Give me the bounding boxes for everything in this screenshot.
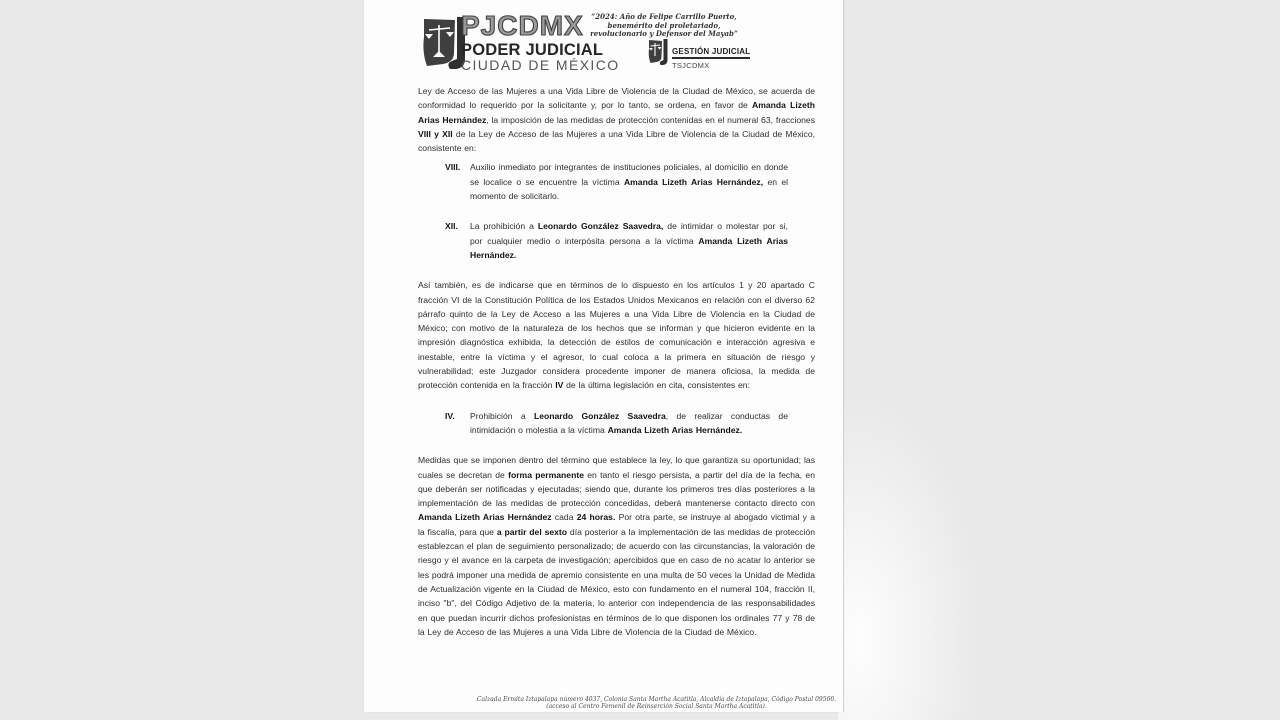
text-segment: de la Ley de Acceso de las Mujeres a una Vida Libre de Violencia de la Ciudad de México, consistente en: bbox=[418, 128, 815, 154]
gestion-judicial-title: GESTIÓN JUDICIAL bbox=[672, 47, 750, 59]
gestion-judicial-block bbox=[648, 38, 750, 71]
text-segment: Medidas que se imponen dentro del término que establece la ley, lo que garantiza su oportunidad; las cuales se decretan de bbox=[418, 455, 815, 480]
text-segment: día posterior a la implementación de las medidas de protección establezcan el plan de seguimiento personalizado; de acuerdo con las circunstancias, la valoración de riesgo y el avance en la carpeta de investigación; apercibidos que en caso de no acatar lo anterior se les podrá imponer una medida de apremio consistente en una multa de 50 veces la Unidad de Medida de Actualización vigente en la Ciudad de México, esto con fundamento en el numeral 104, fracción II, inciso "b", del Código Adjetivo de la materia, lo anterior con independencia de las responsabilidades en que puedan incurrir dichos profesionistas en términos de lo que disponen los ordinales 77 y 78 de la Ley de Acceso de las Mujeres a una Vida Libre de Violencia de la Ciudad de México. bbox=[418, 526, 815, 637]
text-segment: Así también, es de indicarse que en términos de lo dispuesto en los artículos 1 y 20 apartado C fracción VI de la Constitución Política de los Estados Unidos Mexicanos en relación con el diverso 62 párrafo quinto de la Ley de Acceso a las Mujeres a una Vida Libre de Violencia en la Ciudad de México; con motivo de la naturaleza de los hechos que se informan y que hicieron evidente en la impresión diagnóstica exhibida, la detección de estilos de comunicación e interacción agresiva e inestable, entre la víctima y el agresor, lo cual coloca a la primera en situación de riesgo y vulnerabilidad; este Juzgador considera procedente imponer de manera oficiosa, la medida de protección contenida en la fracción bbox=[418, 280, 815, 391]
page-fold-line bbox=[843, 0, 844, 712]
pjcdmx-emblem-icon bbox=[422, 15, 466, 76]
paragraph bbox=[418, 278, 815, 392]
text-segment: Prohibición a bbox=[470, 410, 534, 421]
bold-text-segment: a partir del sexto bbox=[496, 526, 568, 537]
text-segment: cada bbox=[551, 512, 577, 523]
paragraph bbox=[418, 84, 815, 155]
bold-text-segment: Amanda Lizeth Arias Hernández. bbox=[607, 424, 743, 435]
bold-text-segment: IV bbox=[555, 380, 564, 391]
list-item-label: VIII. bbox=[445, 162, 461, 173]
paragraph bbox=[418, 453, 815, 639]
text-segment: de intimidar o molestar por si, por cualquier medio o interpósita persona a la víctima bbox=[470, 221, 788, 246]
bold-text-segment: Amanda Lizeth Arias Hernández bbox=[418, 100, 815, 125]
bold-text-segment: Amanda Lizeth Arias Hernández bbox=[418, 512, 552, 523]
document-page bbox=[364, 0, 844, 712]
bold-text-segment: VIII y XII bbox=[418, 128, 453, 139]
list-item bbox=[418, 219, 815, 262]
gestion-judicial-text bbox=[672, 38, 750, 70]
bold-text-segment: forma permanente bbox=[508, 469, 584, 480]
document-body bbox=[418, 84, 815, 639]
footer-address-line: Calzada Ermita Iztapalapa número 4037, Colonia Santa Martha Acatitla, Alcaldía de Iztapalapa, Código Postal 09560. bbox=[476, 696, 837, 703]
page-right-shadow-gradient bbox=[838, 400, 978, 720]
gestion-judicial-emblem-icon bbox=[648, 38, 668, 71]
text-segment: Ley de Acceso de las Mujeres a una Vida Libre de Violencia de la Ciudad de México, se acuerda de conformidad lo requerido por la solicitante y, por lo tanto, se ordena, en favor de bbox=[418, 86, 815, 111]
logo-acronym: PJCDMX bbox=[461, 10, 584, 41]
text-segment: , de realizar conductas de intimidación o molestia a la víctima bbox=[470, 410, 788, 435]
page-footer bbox=[469, 696, 844, 710]
bold-text-segment: Leonardo González Saavedra, bbox=[537, 221, 664, 232]
text-segment: en tanto el riesgo persista, a partir del día de la fecha, en que deberán ser notificadas y ejecutadas; siendo que, durante los primeros tres días posteriores a la implementación de las medidas de protección concedidas, deberá mantenerse contacto directo con bbox=[418, 469, 815, 509]
text-segment: Auxilio inmediato por integrantes de instituciones policiales, al domicilio en donde se localice o se encuentre la víctima bbox=[470, 162, 788, 187]
text-segment: de la última legislación en cita, consistentes en: bbox=[563, 380, 750, 391]
bold-text-segment: Amanda Lizeth Arias Hernández. bbox=[470, 235, 789, 260]
bold-text-segment: Amanda Lizeth Arias Hernández, bbox=[623, 176, 764, 187]
list-item-label: IV. bbox=[445, 410, 455, 421]
list-item bbox=[418, 160, 815, 203]
text-segment: en el momento de solicitarlo. bbox=[470, 176, 789, 202]
text-segment: La prohibición a bbox=[470, 221, 538, 232]
gestion-judicial-subtitle: TSJCDMX bbox=[672, 60, 710, 70]
list-item bbox=[418, 409, 815, 438]
annual-motto: “2024: Año de Felipe Carrillo Puerto, benemérito del proletariado, revolucionario y Defensor del Mayab” bbox=[590, 12, 738, 39]
bold-text-segment: 24 horas. bbox=[576, 512, 616, 523]
logo-org: PODER JUDICIAL bbox=[461, 41, 604, 59]
footer-access-line: (acceso al Centro Femenil de Reinserción Social Santa Martha Acatitla). bbox=[546, 703, 767, 710]
list-item-label: XII. bbox=[445, 221, 458, 232]
text-segment: Por otra parte, se instruye al abogado victimal y a la fiscalía, para que bbox=[418, 512, 816, 537]
bold-text-segment: Leonardo González Saavedra bbox=[533, 410, 666, 421]
text-segment: , la imposición de las medidas de protección contenidas en el numeral 63, fracciones bbox=[486, 114, 815, 125]
logo-place: CIUDAD DE MÉXICO bbox=[461, 57, 620, 73]
